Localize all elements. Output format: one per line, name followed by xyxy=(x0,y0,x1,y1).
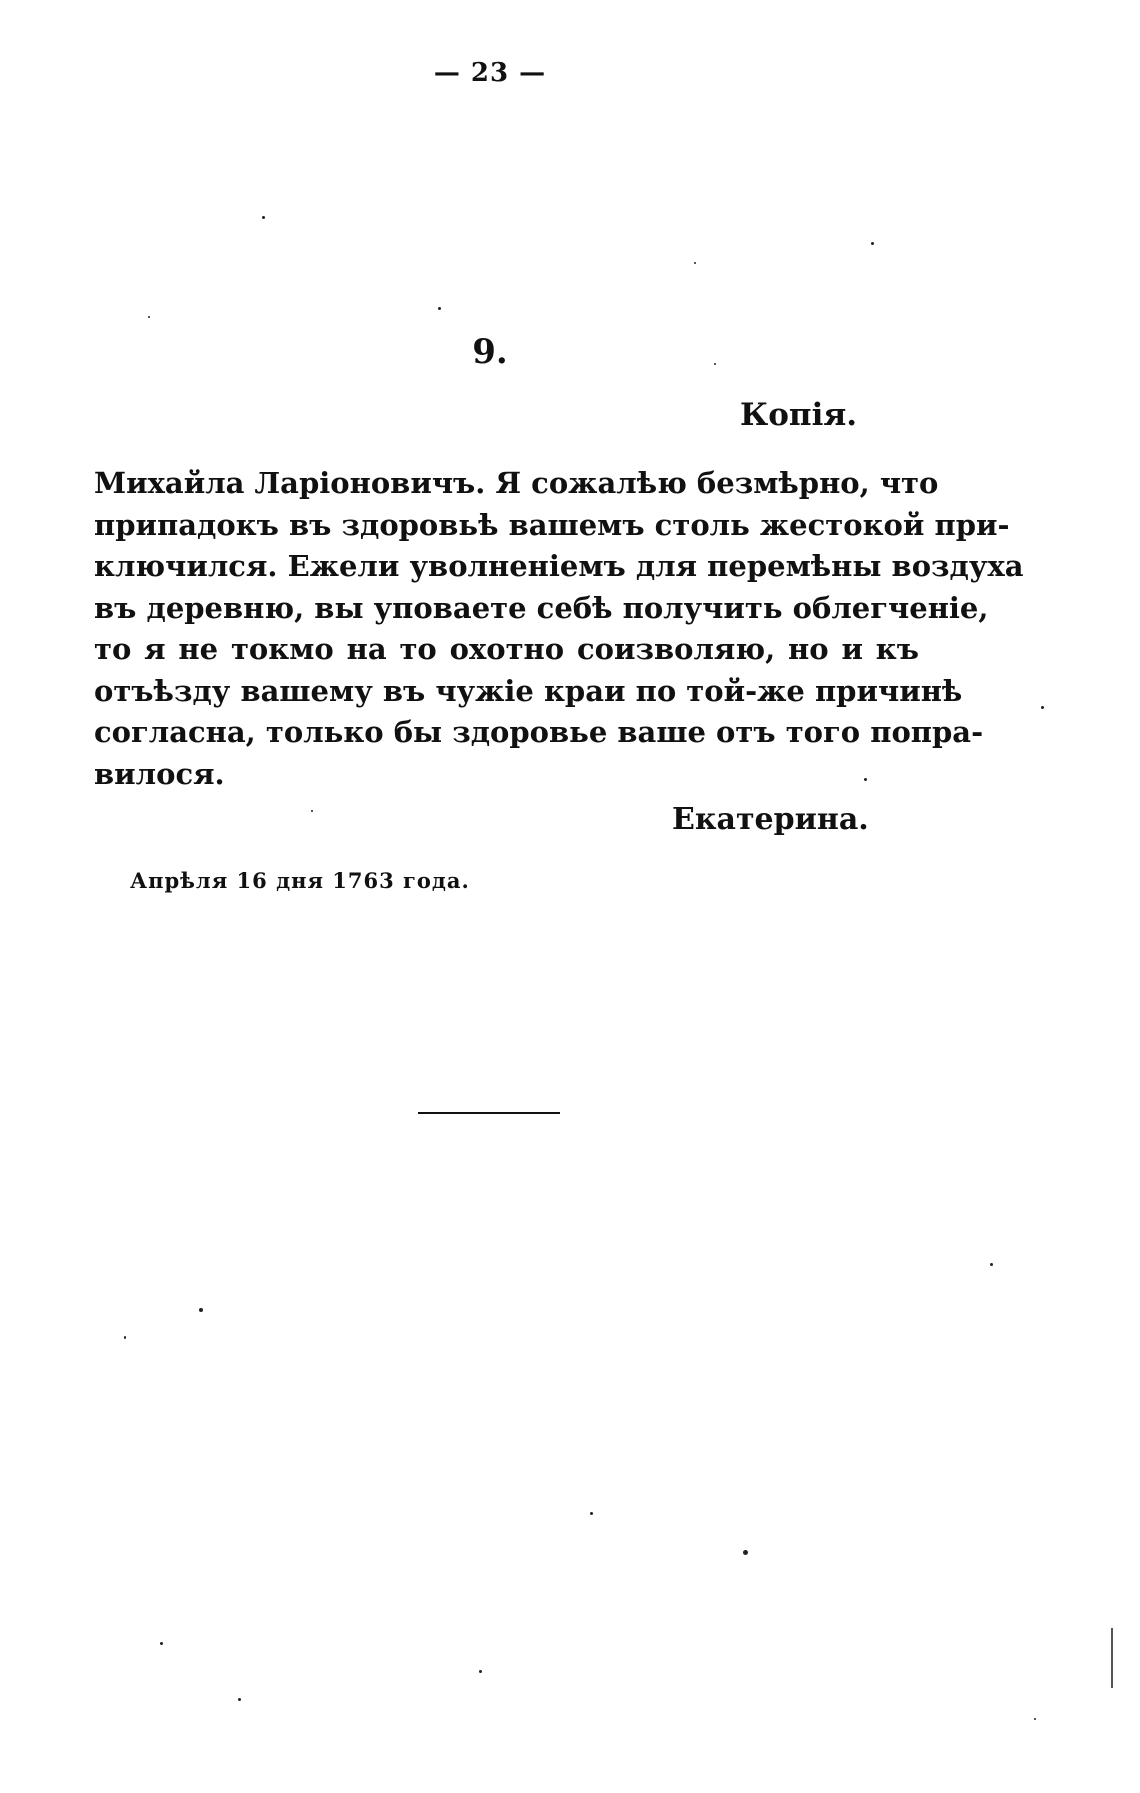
copy-label: Копія. xyxy=(740,397,858,433)
letter-line: въ деревню, вы уповаете себѣ получить облегченіе, xyxy=(94,590,989,625)
letter-line: припадокъ въ здоровьѣ вашемъ столь жестокой при- xyxy=(94,507,1010,542)
letter-line: то я не токмо на то охотно соизволяю, но и къ xyxy=(94,632,919,666)
scan-speck xyxy=(864,778,867,781)
scan-speck xyxy=(238,1698,241,1701)
section-divider xyxy=(418,1112,560,1114)
scan-speck xyxy=(743,1550,748,1555)
scan-speck xyxy=(1041,706,1044,709)
scan-speck xyxy=(262,216,265,219)
scan-speck xyxy=(148,316,150,318)
scan-speck xyxy=(694,262,696,264)
date-line: Апрѣля 16 дня 1763 года. xyxy=(130,868,470,893)
scan-speck xyxy=(124,1336,126,1339)
letter-line: ключился. Ежели уволненіемъ для перемѣны воздуха xyxy=(94,549,1024,583)
scan-speck xyxy=(160,1642,163,1645)
letter-line: согласна, только бы здоровье ваше отъ того попра- xyxy=(94,715,984,749)
scan-edge-mark xyxy=(1111,1628,1113,1688)
scan-speck xyxy=(438,307,441,310)
scan-speck xyxy=(871,242,874,245)
letter-line: вилося. xyxy=(94,756,225,791)
letter-line: отъѣзду вашему въ чужіе краи по той-же причинѣ xyxy=(94,673,963,708)
document-number: 9. xyxy=(472,332,508,372)
scan-speck xyxy=(714,363,716,365)
scan-speck xyxy=(990,1263,993,1266)
page-number: — 23 — xyxy=(433,58,547,88)
scan-speck xyxy=(1034,1718,1036,1720)
scan-speck xyxy=(479,1670,482,1673)
letter-body xyxy=(94,463,1024,795)
scan-speck xyxy=(590,1512,593,1515)
letter-line: Михайла Ларіоновичъ. Я сожалѣю безмѣрно, что xyxy=(94,466,939,500)
scan-speck xyxy=(311,810,313,812)
signature: Екатерина. xyxy=(672,802,869,837)
scan-speck xyxy=(199,1308,203,1312)
